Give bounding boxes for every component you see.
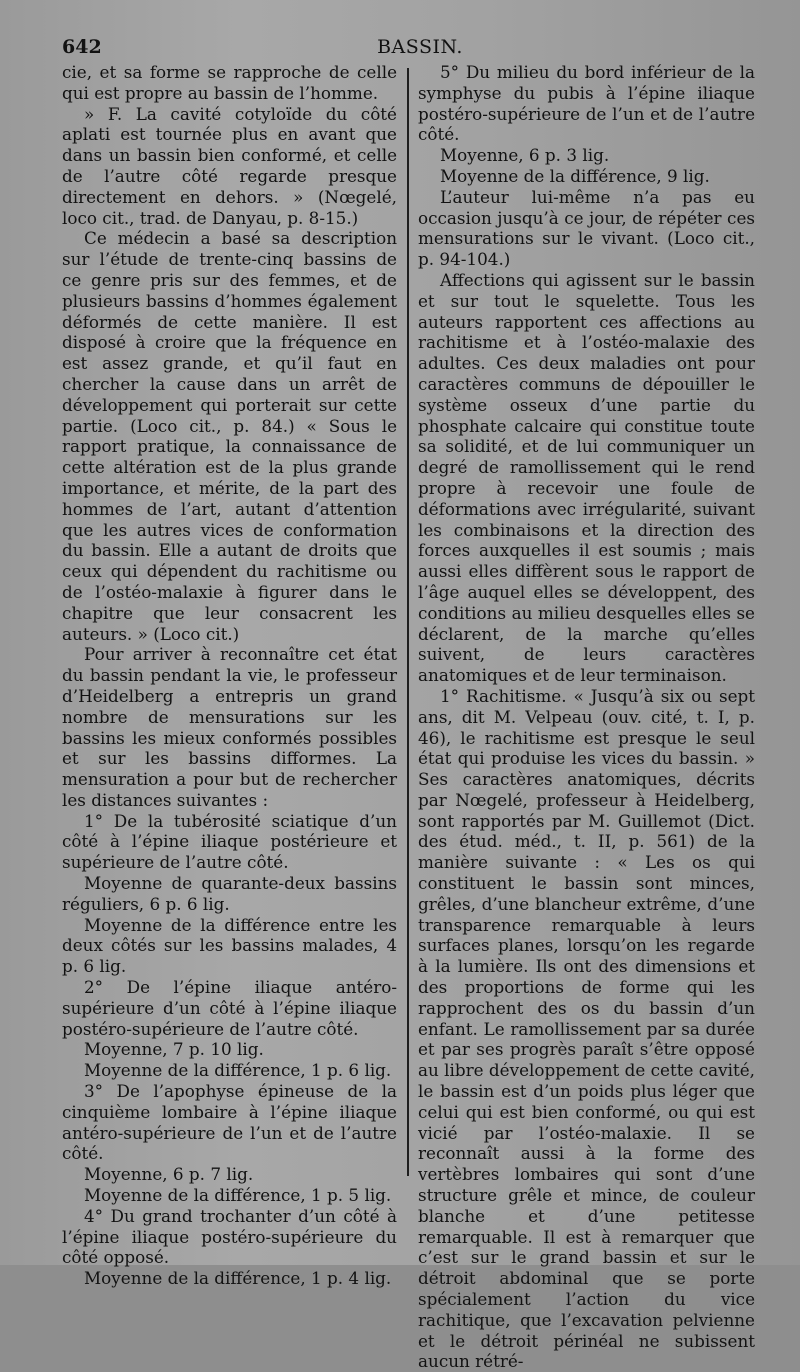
paragraph: Moyenne de la différence, 1 p. 6 lig. (84, 1060, 392, 1081)
paragraph: Moyenne de la différence, 1 p. 4 lig. (84, 1268, 392, 1289)
paragraph: Affections qui agissent sur le bassin et sur tout le squelette. Tous les auteurs rapportent ces affections au rachitisme et à l’ostéo-malaxie des adultes. Ces deux maladies ont pour caractères communs de dépouiller le système osseux d’une partie du phosphate calcaire qui constitue toute sa solidité, et de lui communiquer un degré de ramollissement qui le rend propre à recevoir une foule de déformations avec irrégularité, suivant les combinaisons et la direction des forces auxquelles il est soumis ; mais aussi elles diffèrent sous le rapport de l’âge auquel elles se développent, des conditions au milieu desquelles elles se déclarent, de la marche qu’elles suivent, de leurs caractères anatomiques et de leur terminaison. (418, 269, 755, 686)
paragraph: 3° De l’apophyse épineuse de la cinquième lombaire à l’épine iliaque antéro-supérieure de l’un et de l’autre côté. (62, 1081, 397, 1164)
paragraph: Moyenne, 6 p. 7 lig. (84, 1164, 254, 1185)
paragraph: 1° De la tubérosité sciatique d’un côté à l’épine iliaque postérieure et supérieure de l’autre côté. (62, 810, 397, 873)
paragraph: 2° De l’épine iliaque antéro-supérieure d’un côté à l’épine iliaque postéro-supérieure de l’autre côté. (62, 977, 397, 1039)
paragraph: Moyenne, 7 p. 10 lig. (84, 1039, 264, 1060)
page-number: 642 (62, 36, 102, 58)
paragraph: 1° Rachitisme. « Jusqu’à six ou sept ans, dit M. Velpeau (ouv. cité, t. I, p. 46), le rachitisme est presque le seul état qui produise les vices du bassin. » Ses caractères anatomiques, décrits par Nœgelé, professeur à Heidelberg, sont rapportés par M. Guillemot (Dict. des étud. méd., t. II, p. 561) de la manière suivante : « Les os qui constituent le bassin sont minces, grêles, d’une blancheur extrême, d’une transparence remarquable à leurs surfaces planes, lorsqu’on les regarde à la lumière. Ils ont des dimensions et des proportions de forme qui les rapprochent des os du bassin d’un enfant. Le ramollissement par sa durée et par ses progrès paraît s’être opposé au libre développement de cette cavité, le bassin est d’un poids plus léger que celui qui est bien conformé, ou qui est vicié par l’ostéo-malaxie. Il se reconnaît aussi à la forme des vertèbres lombaires qui sont d’une structure grêle et mince, de couleur blanche et d’une petitesse remarquable. Il est à remarquer que c’est sur le grand bassin et sur le détroit abdominal que se porte spécialement l’action du vice rachitique, que l’excavation pelvienne et le détroit périnéal ne subissent aucun rétré- (418, 685, 755, 1372)
paragraph: Pour arriver à reconnaître cet état du bassin pendant la vie, le professeur d’Heidelberg a entrepris un grand nombre de mensurations sur les bassins les mieux conformés possibles et sur les bassins difformes. La mensuration a pour but de rechercher les distances suivantes : (62, 644, 397, 810)
running-title: BASSIN. (377, 36, 463, 58)
paragraph: Ce médecin a basé sa description sur l’étude de trente-cinq bassins de ce genre pris sur des femmes, et de plusieurs bassins d’hommes également déformés de cette manière. Il est disposé à croire que la fréquence en est assez grande, et qu’il faut en chercher la cause dans un arrêt de développement qui porterait sur cette partie. (Loco cit., p. 84.) « Sous le rapport pratique, la connaissance de cette altération est de la plus grande importance, et mérite, de la part des hommes de l’art, autant d’attention que les autres vices de conformation du bassin. Elle a autant de droits que ceux qui dépendent du rachitisme ou de l’ostéo-malaxie à figurer dans le chapitre que leur consacrent les auteurs. » (Loco cit.) (62, 228, 397, 644)
paragraph: Moyenne de la différence, 9 lig. (440, 165, 710, 186)
left-column (62, 62, 397, 1289)
paragraph: 5° Du milieu du bord inférieur de la symphyse du pubis à l’épine iliaque postéro-supérieure de l’un et de l’autre côté. (418, 62, 755, 145)
paragraph: cie, et sa forme se rapproche de celle qui est propre au bassin de l’homme. (62, 62, 397, 103)
paragraph: Moyenne, 6 p. 3 lig. (440, 145, 610, 166)
paragraph: » F. La cavité cotyloïde du côté aplati est tournée plus en avant que dans un bassin bien conformé, et celle de l’autre côté regarde presque directement en dehors. » (Nœgelé, loco cit., trad. de Danyau, p. 8-15.) (62, 103, 397, 228)
right-column (418, 62, 755, 1372)
paragraph: L’auteur lui-même n’a pas eu occasion jusqu’à ce jour, de répéter ces mensurations sur le vivant. (Loco cit., p. 94-104.) (418, 186, 755, 270)
page-header (62, 36, 778, 64)
column-divider (407, 68, 409, 1176)
paragraph: Moyenne de quarante-deux bassins réguliers, 6 p. 6 lig. (62, 873, 397, 914)
paragraph: Moyenne de la différence, 1 p. 5 lig. (84, 1185, 392, 1206)
paragraph: Moyenne de la différence entre les deux côtés sur les bassins malades, 4 p. 6 lig. (62, 914, 397, 977)
paragraph: 4° Du grand trochanter d’un côté à l’épine iliaque postéro-supérieure du côté opposé. (62, 1205, 397, 1268)
